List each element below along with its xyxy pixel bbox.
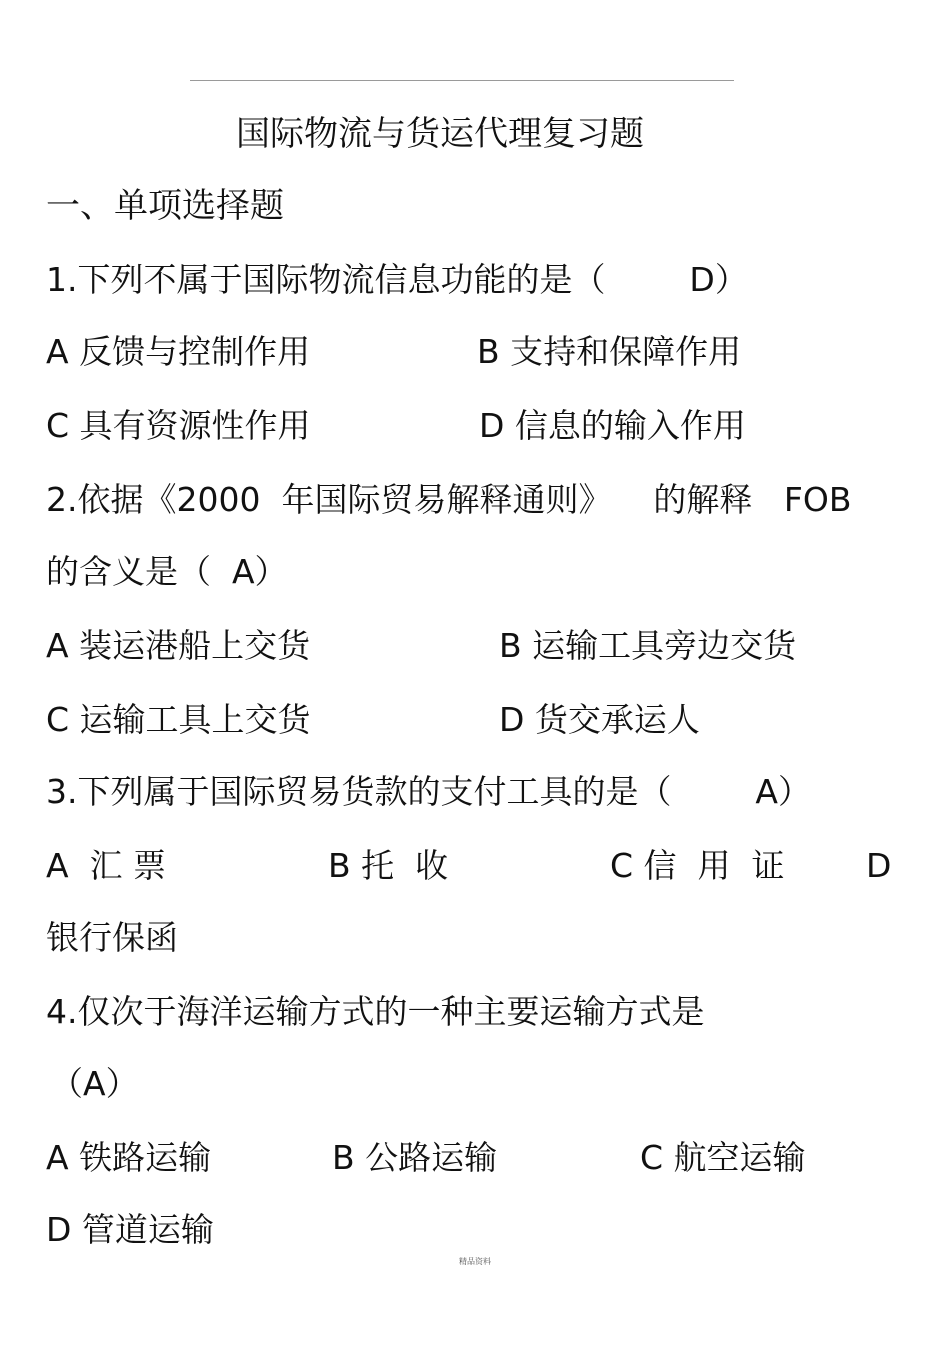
q3-option-a: A 汇 票 <box>46 846 167 885</box>
q3-stem: 3.下列属于国际贸易货款的支付工具的是（ A） <box>46 772 811 811</box>
q1-option-d: D 信息的输入作用 <box>479 406 746 445</box>
q4-option-b: B 公路运输 <box>332 1138 498 1177</box>
q4-option-a: A 铁路运输 <box>46 1138 212 1177</box>
q1-option-b: B 支持和保障作用 <box>477 332 742 371</box>
q4-option-c: C 航空运输 <box>640 1138 806 1177</box>
page-title: 国际物流与货运代理复习题 <box>236 114 644 154</box>
q3-option-d-letter: D <box>866 846 892 885</box>
footer-note: 精品资料 <box>459 1257 491 1266</box>
q2-stem-line2: 的含义是（ A） <box>46 552 288 591</box>
q3-option-c: C 信 用 证 <box>610 846 785 885</box>
q1-stem: 1.下列不属于国际物流信息功能的是（ D） <box>46 260 748 299</box>
q2-option-a: A 装运港船上交货 <box>46 626 311 665</box>
q2-option-b: B 运输工具旁边交货 <box>499 626 797 665</box>
section-heading: 一、单项选择题 <box>46 186 284 226</box>
q2-option-d: D 货交承运人 <box>499 700 700 739</box>
q1-option-a: A 反馈与控制作用 <box>46 332 311 371</box>
q4-option-d: D 管道运输 <box>46 1210 214 1249</box>
header-rule <box>190 80 734 81</box>
q3-option-d-text: 银行保函 <box>46 918 178 957</box>
q2-stem-line1: 2.依据《2000 年国际贸易解释通则》 的解释 FOB <box>46 480 852 519</box>
q4-stem-line2: （A） <box>50 1064 139 1103</box>
q4-stem-line1: 4.仅次于海洋运输方式的一种主要运输方式是 <box>46 992 705 1031</box>
q1-option-c: C 具有资源性作用 <box>46 406 311 445</box>
q3-option-b: B 托 收 <box>328 846 449 885</box>
q2-option-c: C 运输工具上交货 <box>46 700 311 739</box>
